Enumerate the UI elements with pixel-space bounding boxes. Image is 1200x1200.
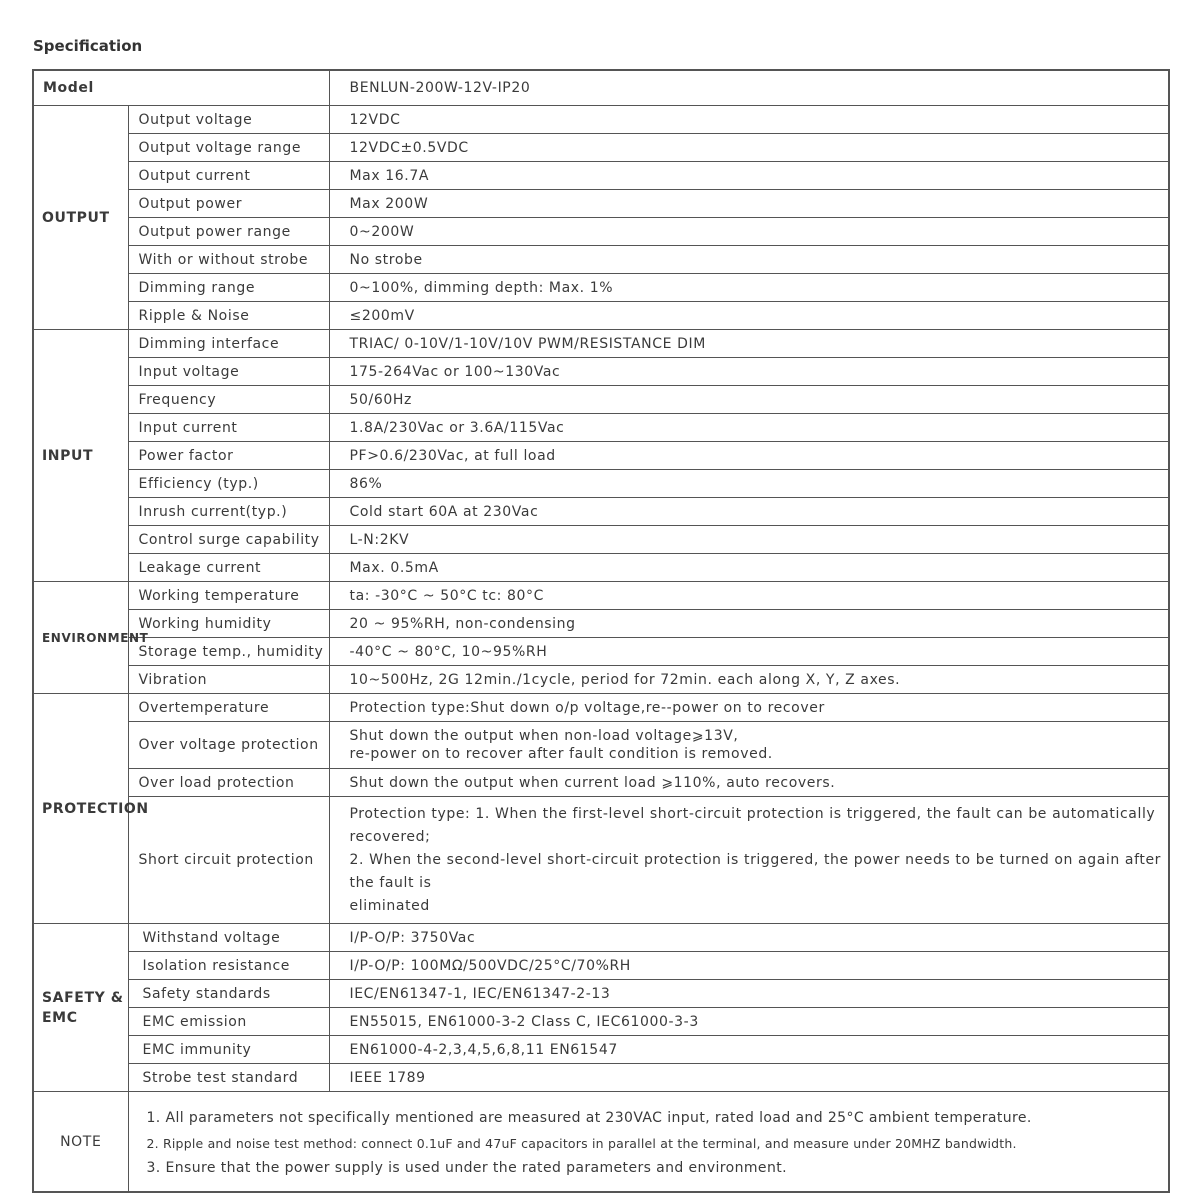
param-label: EMC emission — [128, 1008, 329, 1036]
table-row — [33, 582, 1169, 610]
param-label: Working humidity — [128, 610, 329, 638]
param-label: Ripple & Noise — [128, 302, 329, 330]
table-row — [33, 554, 1169, 582]
param-value: 86% — [329, 470, 1169, 498]
param-label: Short circuit protection — [128, 797, 329, 924]
param-value: L-N:2KV — [329, 526, 1169, 554]
param-value: PF>0.6/230Vac, at full load — [329, 442, 1169, 470]
value-line: 2. When the second-level short-circuit protection is triggered, the power needs to be turned on again after the fault is — [349, 852, 1162, 891]
param-label: Withstand voltage — [128, 924, 329, 952]
param-value: EN61000-4-2,3,4,5,6,8,11 EN61547 — [329, 1036, 1169, 1064]
note-line: 1. All parameters not specifically mentioned are measured at 230VAC input, rated load and 25°C ambient temperature. — [146, 1110, 1032, 1126]
param-value: I/P-O/P: 3750Vac — [329, 924, 1169, 952]
param-value-multiline — [329, 722, 1169, 769]
param-label: Dimming range — [128, 274, 329, 302]
param-value: 12VDC — [329, 106, 1169, 134]
param-label: Over voltage protection — [128, 722, 329, 769]
table-row — [33, 330, 1169, 358]
param-value: 12VDC±0.5VDC — [329, 134, 1169, 162]
value-line: Shut down the output when non-load voltage⩾13V, — [349, 728, 739, 744]
param-value: Protection type:Shut down o/p voltage,re--power on to recover — [329, 694, 1169, 722]
param-label: Vibration — [128, 666, 329, 694]
param-value: I/P-O/P: 100MΩ/500VDC/25°C/70%RH — [329, 952, 1169, 980]
param-label: Storage temp., humidity — [128, 638, 329, 666]
table-row — [33, 769, 1169, 797]
param-value: EN55015, EN61000-3-2 Class C, IEC61000-3-3 — [329, 1008, 1169, 1036]
param-label: Strobe test standard — [128, 1064, 329, 1092]
param-label: Safety standards — [128, 980, 329, 1008]
section-label-line: SAFETY & — [42, 989, 124, 1006]
table-row — [33, 797, 1169, 924]
param-value: 50/60Hz — [329, 386, 1169, 414]
table-row — [33, 666, 1169, 694]
table-row — [33, 162, 1169, 190]
param-value-multiline — [329, 797, 1169, 924]
param-value: Shut down the output when current load ⩾110%, auto recovers. — [329, 769, 1169, 797]
note-label: NOTE — [33, 1092, 128, 1193]
param-label: Inrush current(typ.) — [128, 498, 329, 526]
param-value: ≤200mV — [329, 302, 1169, 330]
param-value: Max 16.7A — [329, 162, 1169, 190]
param-label: Efficiency (typ.) — [128, 470, 329, 498]
param-label: Output power range — [128, 218, 329, 246]
table-row — [33, 526, 1169, 554]
model-value: BENLUN-200W-12V-IP20 — [329, 70, 1169, 106]
model-label: Model — [33, 70, 329, 106]
note-row — [33, 1092, 1169, 1193]
section-label-input: INPUT — [33, 330, 128, 582]
table-row — [33, 1064, 1169, 1092]
spec-table — [32, 69, 1170, 1193]
table-row — [33, 980, 1169, 1008]
param-label: Control surge capability — [128, 526, 329, 554]
value-line: re-power on to recover after fault condition is removed. — [349, 746, 773, 762]
note-content — [128, 1092, 1169, 1193]
table-row — [33, 442, 1169, 470]
param-value: IEC/EN61347-1, IEC/EN61347-2-13 — [329, 980, 1169, 1008]
param-value: 0~100%, dimming depth: Max. 1% — [329, 274, 1169, 302]
param-label: Working temperature — [128, 582, 329, 610]
param-value: Max. 0.5mA — [329, 554, 1169, 582]
table-row — [33, 302, 1169, 330]
param-label: EMC immunity — [128, 1036, 329, 1064]
param-label: Isolation resistance — [128, 952, 329, 980]
page-title: Specification — [33, 37, 143, 55]
note-line: 2. Ripple and noise test method: connect 0.1uF and 47uF capacitors in parallel at the terminal, and measure under 20MHZ bandwidth. — [146, 1136, 1017, 1151]
param-label: Output voltage — [128, 106, 329, 134]
param-value: TRIAC/ 0-10V/1-10V/10V PWM/RESISTANCE DIM — [329, 330, 1169, 358]
param-label: Over load protection — [128, 769, 329, 797]
value-line: eliminated — [349, 898, 430, 914]
table-row — [33, 1036, 1169, 1064]
section-label-environment: ENVIRONMENT — [33, 582, 128, 694]
param-value: 0~200W — [329, 218, 1169, 246]
table-row — [33, 386, 1169, 414]
table-row — [33, 218, 1169, 246]
table-row — [33, 190, 1169, 218]
param-value: 1.8A/230Vac or 3.6A/115Vac — [329, 414, 1169, 442]
param-label: Input current — [128, 414, 329, 442]
model-row — [33, 70, 1169, 106]
table-row — [33, 134, 1169, 162]
table-row — [33, 274, 1169, 302]
param-value: -40°C ~ 80°C, 10~95%RH — [329, 638, 1169, 666]
table-row — [33, 414, 1169, 442]
table-row — [33, 1008, 1169, 1036]
param-label: Dimming interface — [128, 330, 329, 358]
param-label: With or without strobe — [128, 246, 329, 274]
param-value: Max 200W — [329, 190, 1169, 218]
param-label: Leakage current — [128, 554, 329, 582]
section-label-protection: PROTECTION — [33, 694, 128, 924]
param-label: Overtemperature — [128, 694, 329, 722]
section-label-output: OUTPUT — [33, 106, 128, 330]
param-value: 175-264Vac or 100~130Vac — [329, 358, 1169, 386]
param-label: Output voltage range — [128, 134, 329, 162]
param-label: Input voltage — [128, 358, 329, 386]
table-row — [33, 924, 1169, 952]
param-label: Output current — [128, 162, 329, 190]
param-value: Cold start 60A at 230Vac — [329, 498, 1169, 526]
param-value: IEEE 1789 — [329, 1064, 1169, 1092]
table-row — [33, 470, 1169, 498]
param-label: Output power — [128, 190, 329, 218]
note-line: 3. Ensure that the power supply is used under the rated parameters and environment. — [146, 1160, 787, 1176]
table-row — [33, 498, 1169, 526]
param-value: 10~500Hz, 2G 12min./1cycle, period for 72min. each along X, Y, Z axes. — [329, 666, 1169, 694]
table-row — [33, 246, 1169, 274]
value-line: Protection type: 1. When the first-level short-circuit protection is triggered, the fault can be automatically recovered; — [349, 806, 1156, 845]
param-value: No strobe — [329, 246, 1169, 274]
table-row — [33, 952, 1169, 980]
param-value: ta: -30°C ~ 50°C tc: 80°C — [329, 582, 1169, 610]
param-label: Power factor — [128, 442, 329, 470]
section-label-line: EMC — [42, 1009, 78, 1026]
table-row — [33, 610, 1169, 638]
section-label-safety-emc — [33, 924, 128, 1092]
table-row — [33, 358, 1169, 386]
table-row — [33, 638, 1169, 666]
param-value: 20 ~ 95%RH, non-condensing — [329, 610, 1169, 638]
param-label: Frequency — [128, 386, 329, 414]
table-row — [33, 694, 1169, 722]
table-row — [33, 106, 1169, 134]
table-row — [33, 722, 1169, 769]
